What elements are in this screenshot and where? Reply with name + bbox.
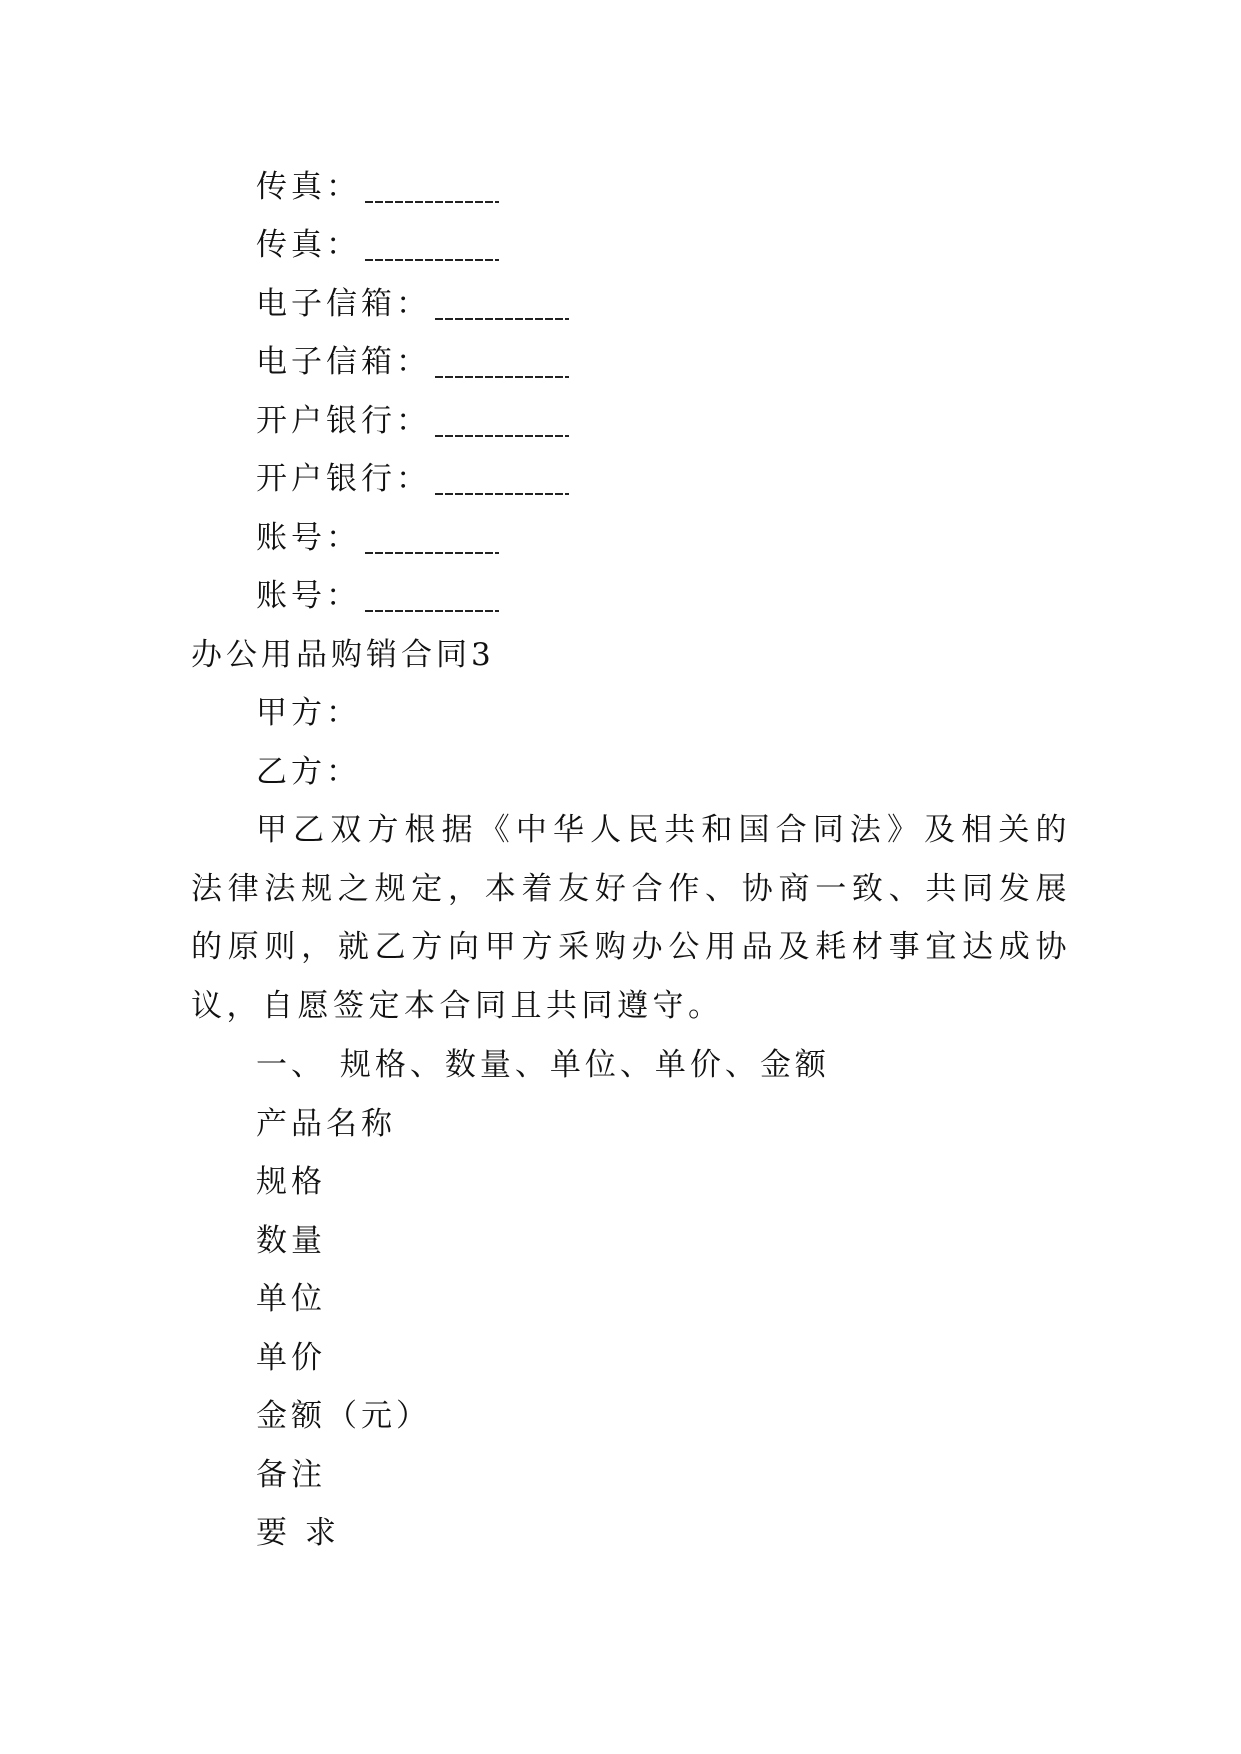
account-field-a	[256, 518, 499, 558]
blank-underline	[365, 552, 499, 554]
intro-paragraph: 甲乙双方根据《中华人民共和国合同法》及相关的法律法规之规定，本着友好合作、协商一致、共同发展的原则，就乙方向甲方采购办公用品及耗材事宜达成协议，自愿签定本合同且共同遵守。	[191, 812, 1071, 1024]
field-label: 账号：	[256, 578, 361, 614]
field-label: 开户银行：	[256, 461, 431, 497]
account-field-b	[256, 576, 499, 616]
blank-underline	[435, 493, 569, 495]
party-b-label: 乙方：	[256, 754, 361, 790]
contract-title: 办公用品购销合同3	[191, 637, 495, 673]
table-item-remarks: 备注	[256, 1457, 326, 1493]
fax-field-b	[256, 225, 499, 265]
blank-underline	[365, 610, 499, 612]
table-item-unit: 单位	[256, 1281, 326, 1317]
table-item-unit-price: 单价	[256, 1340, 326, 1376]
field-label: 传真：	[256, 227, 361, 263]
blank-underline	[435, 318, 569, 320]
blank-underline	[365, 259, 499, 261]
email-field-b	[256, 342, 569, 382]
field-label: 开户银行：	[256, 403, 431, 439]
blank-underline	[435, 376, 569, 378]
bank-field-b	[256, 459, 569, 499]
table-item-requirements: 要 求	[256, 1515, 340, 1551]
section-1-heading: 一、 规格、数量、单位、单价、金额	[256, 1047, 830, 1083]
field-label: 传真：	[256, 169, 361, 205]
field-label: 电子信箱：	[256, 286, 431, 322]
blank-underline	[365, 201, 499, 203]
email-field-a	[256, 284, 569, 324]
fax-field-a	[256, 167, 499, 207]
table-item-quantity: 数量	[256, 1223, 326, 1259]
table-item-spec: 规格	[256, 1164, 326, 1200]
table-item-amount: 金额（元）	[256, 1398, 431, 1434]
blank-underline	[435, 435, 569, 437]
table-item-product-name: 产品名称	[256, 1106, 396, 1142]
bank-field-a	[256, 401, 569, 441]
field-label: 账号：	[256, 520, 361, 556]
party-a-label: 甲方：	[256, 695, 361, 731]
field-label: 电子信箱：	[256, 344, 431, 380]
